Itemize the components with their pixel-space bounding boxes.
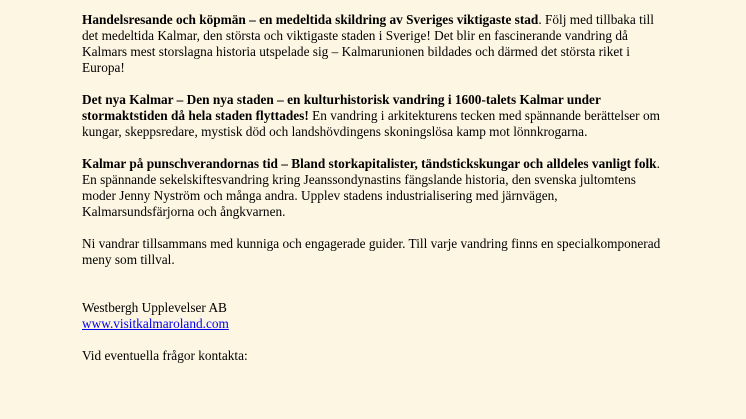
company-block	[82, 300, 662, 332]
website-link[interactable]: www.visitkalmaroland.com	[82, 316, 229, 331]
tour-text-new-kalmar: En vandring i arkitekturens tecken med spännande berättelser om kungar, skeppsredare, mystisk död och landshövdingens skoningslösa kamp mot lönnkrogarna.	[82, 108, 660, 139]
tour-description-medieval	[82, 12, 662, 76]
tour-title-punsch: Kalmar på punschverandornas tid – Bland storkapitalister, tändstickskungar och alldeles vanligt folk	[82, 156, 657, 171]
spacer	[82, 284, 662, 300]
company-name: Westbergh Upplevelser AB	[82, 300, 227, 315]
tour-text-punsch: . En spännande sekelskiftesvandring kring Jeanssondynastins fängslande historia, den svenska jultomtens moder Jenny Nyström och många andra. Upplev stadens industrialisering med järnvägen, Kalmarsundsfärjorna och ångkvarnen.	[82, 156, 660, 219]
tour-text-medieval: . Följ med tillbaka till det medeltida Kalmar, den största och viktigaste staden i Sverige! Det blir en fascinerande vandring då Kalmars mest storslagna historia utspelade sig – Kalmarunionen bildades och därmed det största riket i Europa!	[82, 12, 654, 75]
tour-description-new-kalmar	[82, 92, 662, 140]
tour-title-medieval: Handelsresande och köpmän – en medeltida skildring av Sveriges viktigaste stad	[82, 12, 539, 27]
tour-title-new-kalmar: Det nya Kalmar – Den nya staden – en kulturhistorisk vandring i 1600-talets Kalmar under stormaktstiden då hela staden flyttades!	[82, 92, 601, 123]
contact-paragraph: Vid eventuella frågor kontakta:	[82, 348, 248, 363]
tour-description-punsch	[82, 156, 662, 220]
press-release-body	[82, 12, 662, 380]
guides-paragraph: Ni vandrar tillsammans med kunniga och engagerade guider. Till varje vandring finns en specialkomponerad meny som tillval.	[82, 236, 661, 267]
